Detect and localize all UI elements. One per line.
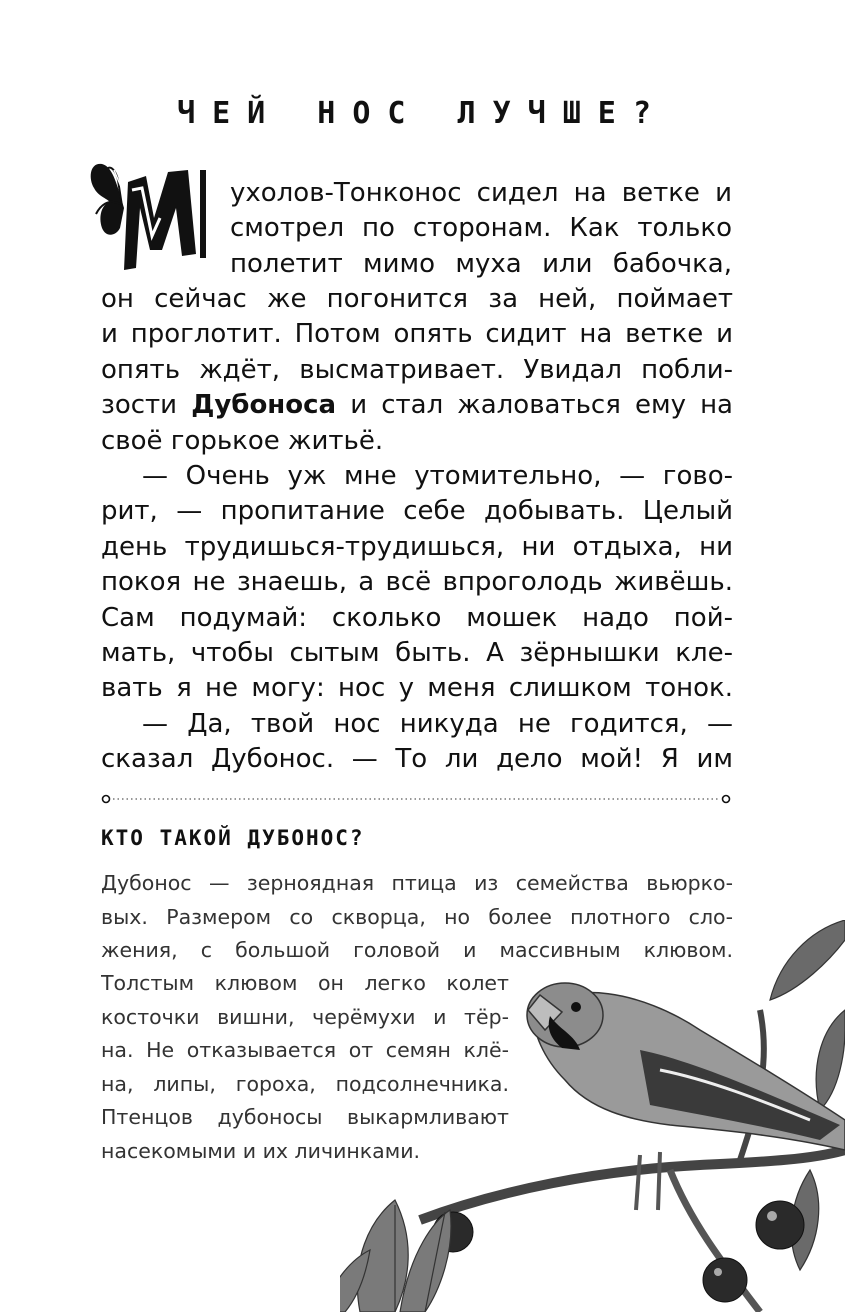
text-line: он сейчас же погонится за ней, поймает bbox=[101, 284, 733, 314]
butterfly-icon bbox=[91, 164, 126, 235]
text-line: на, липы, гороха, подсолнечника. bbox=[101, 1071, 509, 1096]
text-line: вать я не могу: нос у меня слишком тонок. bbox=[101, 673, 733, 704]
text-line: мать, чтобы сытым быть. А зёрнышки кле- bbox=[101, 637, 733, 668]
text-fragment: зости bbox=[101, 390, 192, 421]
chapter-title: ЧЕЙ НОС ЛУЧШЕ? bbox=[177, 96, 668, 131]
text-line: Дубонос — зерноядная птица из семейства вьюрко- bbox=[101, 871, 733, 895]
text-line: Толстым клювом он легко колет bbox=[101, 971, 509, 995]
text-line: вых. Размером со скворца, но более плотного сло- bbox=[101, 904, 733, 929]
text-line: полетит мимо муха или бабочка, bbox=[230, 248, 732, 279]
text-line: — Очень уж мне утомительно, — гово- bbox=[142, 460, 733, 491]
text-line: сказал Дубонос. — То ли дело мой! Я им bbox=[101, 744, 733, 775]
text-line: опять ждёт, высматривает. Увидал побли- bbox=[101, 354, 733, 385]
text-line: день трудишься-трудишься, ни отдыха, ни bbox=[101, 531, 733, 562]
text-line: покоя не знаешь, а всё впроголодь живёшь. bbox=[101, 567, 733, 598]
text-line: жения, с большой головой и массивным клювом. bbox=[101, 938, 733, 962]
sidebar-title: КТО ТАКОЙ ДУБОНОС? bbox=[101, 826, 365, 850]
text-fragment: и стал жаловаться ему на bbox=[336, 390, 733, 421]
text-line: своё горькое житьё. bbox=[101, 425, 384, 456]
dotted-separator bbox=[101, 793, 731, 805]
text-line: на. Не отказывается от семян клё- bbox=[101, 1038, 509, 1062]
story-body bbox=[101, 282, 733, 777]
text-line: смотрел по сторонам. Как только bbox=[230, 213, 732, 244]
text-line: ухолов-Тонконос сидел на ветке и bbox=[230, 178, 732, 208]
text-line: и проглотит. Потом опять сидит на ветке и bbox=[101, 319, 733, 350]
text-line: насекомыми и их личинками. bbox=[101, 1138, 421, 1163]
hawfinch-illustration bbox=[340, 920, 845, 1312]
text-line: рит, — пропитание себе добывать. Целый bbox=[101, 496, 733, 527]
text-line: Сам подумай: сколько мошек надо пой- bbox=[101, 602, 733, 633]
drop-cap-letter bbox=[88, 158, 223, 273]
text-line: — Да, твой нос никуда не годится, — bbox=[142, 708, 733, 739]
bold-name: Дубоноса bbox=[191, 390, 337, 421]
text-line: косточки вишни, черёмухи и тёр- bbox=[101, 1004, 509, 1029]
drop-cap-lines bbox=[230, 176, 732, 282]
cherry-icon bbox=[433, 1201, 804, 1302]
text-line-with-bold bbox=[101, 388, 733, 423]
text-line: Птенцов дубоносы выкармливают bbox=[101, 1105, 509, 1129]
